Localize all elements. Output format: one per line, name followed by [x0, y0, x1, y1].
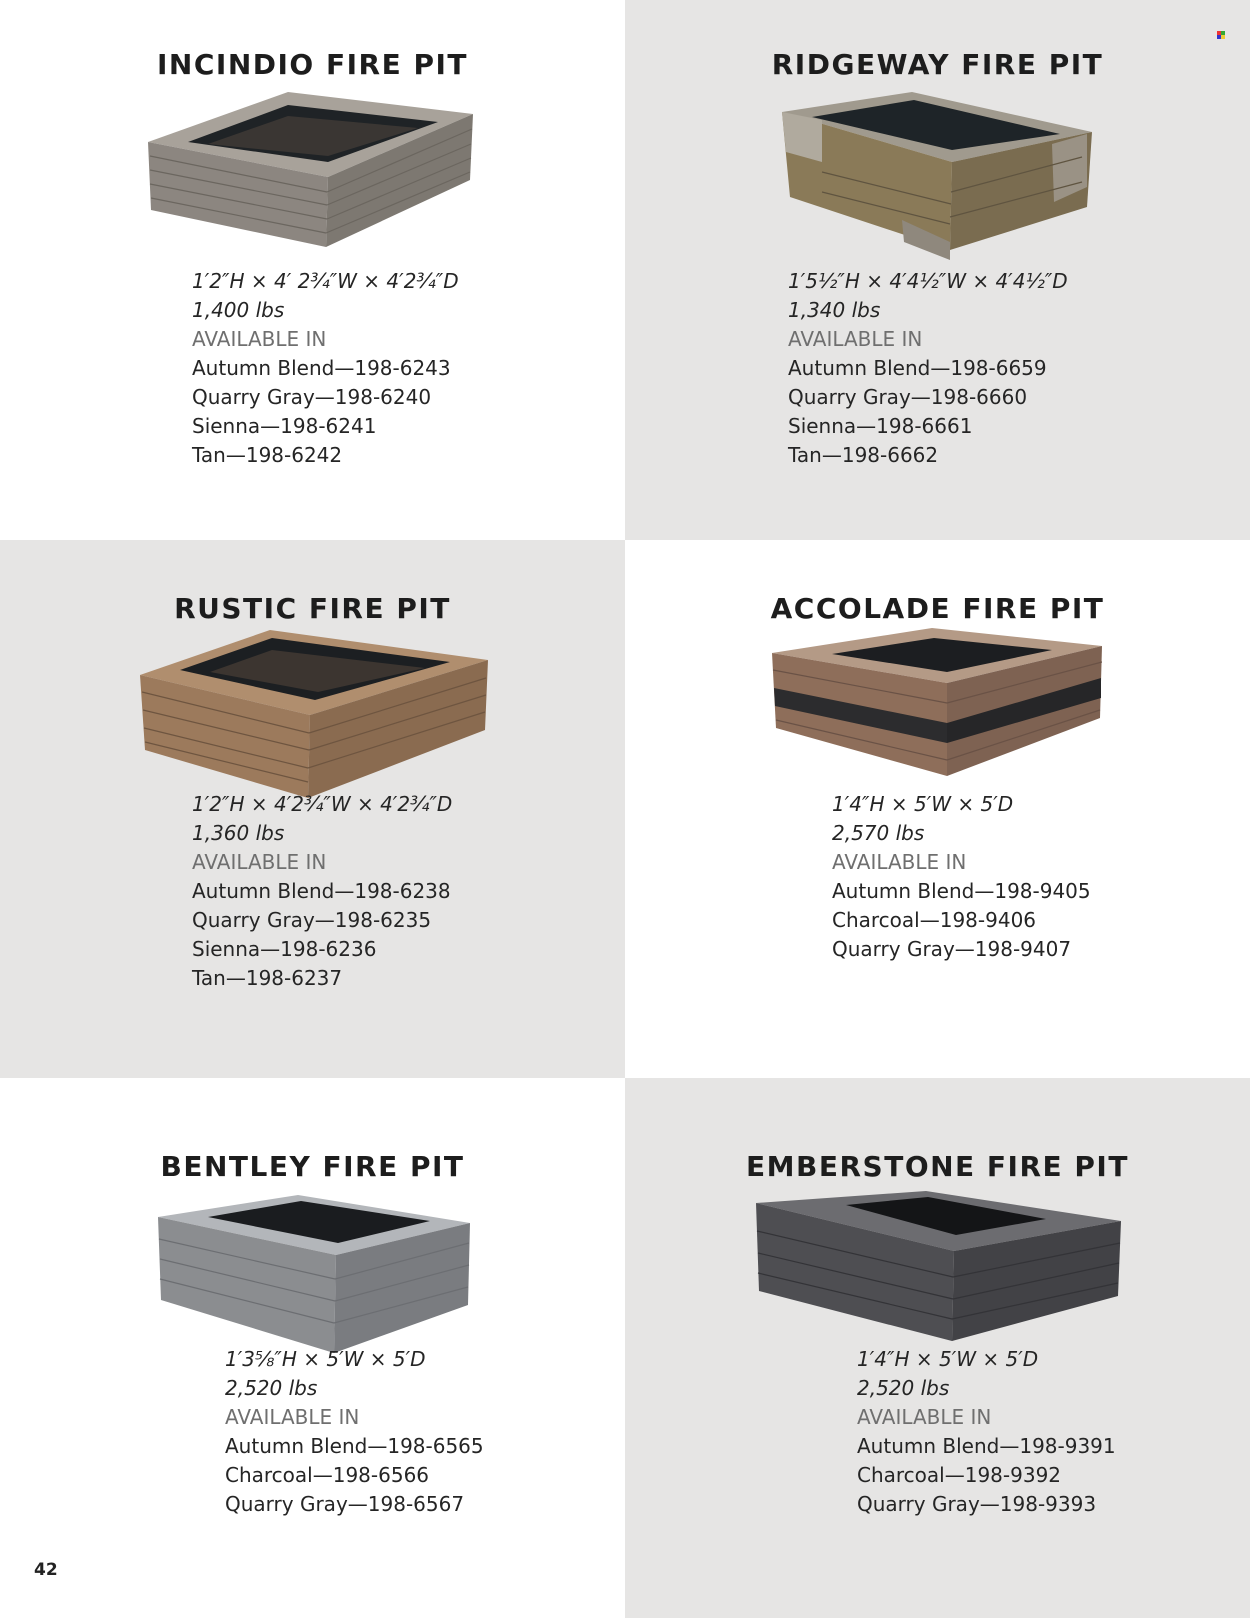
color-option: Sienna—198-6241	[192, 414, 377, 438]
rustic-fire-pit-image	[140, 630, 488, 800]
color-option: Charcoal—198-9406	[832, 908, 1037, 932]
product-specs	[788, 267, 1068, 470]
weight: 1,360 lbs	[192, 821, 285, 845]
dimensions: 1′2″H × 4′2¾″W × 4′2¾″D	[192, 792, 453, 816]
product-card-accolade	[625, 540, 1250, 1078]
product-specs	[192, 790, 452, 993]
product-card-rustic	[0, 540, 625, 1078]
dimensions: 1′2″H × 4′ 2¾″W × 4′2¾″D	[192, 269, 459, 293]
color-option: Autumn Blend—198-9391	[857, 1434, 1116, 1458]
dimensions: 1′4″H × 5′W × 5′D	[832, 792, 1014, 816]
available-label: AVAILABLE IN	[192, 850, 327, 874]
dimensions: 1′3⅝″H × 5′W × 5′D	[225, 1347, 426, 1371]
product-title: RIDGEWAY FIRE PIT	[771, 48, 1104, 81]
product-card-bentley	[0, 1078, 625, 1618]
color-option: Quarry Gray—198-9393	[857, 1492, 1097, 1516]
color-option: Quarry Gray—198-9407	[832, 937, 1072, 961]
color-option: Autumn Blend—198-9405	[832, 879, 1091, 903]
color-option: Quarry Gray—198-6235	[192, 908, 432, 932]
color-option: Tan—198-6242	[192, 443, 343, 467]
color-option: Tan—198-6662	[788, 443, 939, 467]
color-option: Quarry Gray—198-6567	[225, 1492, 465, 1516]
product-title: ACCOLADE FIRE PIT	[770, 592, 1105, 625]
product-title: BENTLEY FIRE PIT	[160, 1150, 465, 1183]
product-card-incindio	[0, 0, 625, 540]
color-option: Charcoal—198-6566	[225, 1463, 430, 1487]
available-label: AVAILABLE IN	[857, 1405, 992, 1429]
product-specs	[225, 1345, 484, 1519]
product-title: RUSTIC FIRE PIT	[174, 592, 451, 625]
available-label: AVAILABLE IN	[225, 1405, 360, 1429]
available-label: AVAILABLE IN	[192, 327, 327, 351]
product-specs	[857, 1345, 1116, 1519]
product-title: EMBERSTONE FIRE PIT	[746, 1150, 1129, 1183]
weight: 2,570 lbs	[832, 821, 925, 845]
color-option: Autumn Blend—198-6238	[192, 879, 451, 903]
color-option: Sienna—198-6661	[788, 414, 973, 438]
product-card-emberstone	[625, 1078, 1250, 1618]
product-specs	[832, 790, 1091, 964]
available-label: AVAILABLE IN	[788, 327, 923, 351]
dimensions: 1′4″H × 5′W × 5′D	[857, 1347, 1039, 1371]
available-label: AVAILABLE IN	[832, 850, 967, 874]
weight: 2,520 lbs	[857, 1376, 950, 1400]
color-option: Charcoal—198-9392	[857, 1463, 1062, 1487]
color-option: Tan—198-6237	[192, 966, 343, 990]
color-option: Autumn Blend—198-6565	[225, 1434, 484, 1458]
product-specs	[192, 267, 459, 470]
color-option: Autumn Blend—198-6243	[192, 356, 451, 380]
weight: 2,520 lbs	[225, 1376, 318, 1400]
weight: 1,400 lbs	[192, 298, 285, 322]
page-number: 42	[34, 1560, 58, 1580]
accolade-fire-pit-image	[772, 628, 1102, 778]
color-option: Autumn Blend—198-6659	[788, 356, 1047, 380]
emberstone-fire-pit-image	[756, 1191, 1121, 1346]
weight: 1,340 lbs	[788, 298, 881, 322]
color-option: Quarry Gray—198-6240	[192, 385, 432, 409]
dimensions: 1′5½″H × 4′4½″W × 4′4½″D	[788, 269, 1068, 293]
product-title: INCINDIO FIRE PIT	[157, 48, 468, 81]
color-option: Quarry Gray—198-6660	[788, 385, 1028, 409]
color-registration-mark-icon	[1217, 31, 1225, 39]
incindio-fire-pit-image	[148, 92, 473, 252]
bentley-fire-pit-image	[158, 1195, 470, 1355]
color-option: Sienna—198-6236	[192, 937, 377, 961]
ridgeway-fire-pit-image	[782, 92, 1092, 260]
product-card-ridgeway	[625, 0, 1250, 540]
